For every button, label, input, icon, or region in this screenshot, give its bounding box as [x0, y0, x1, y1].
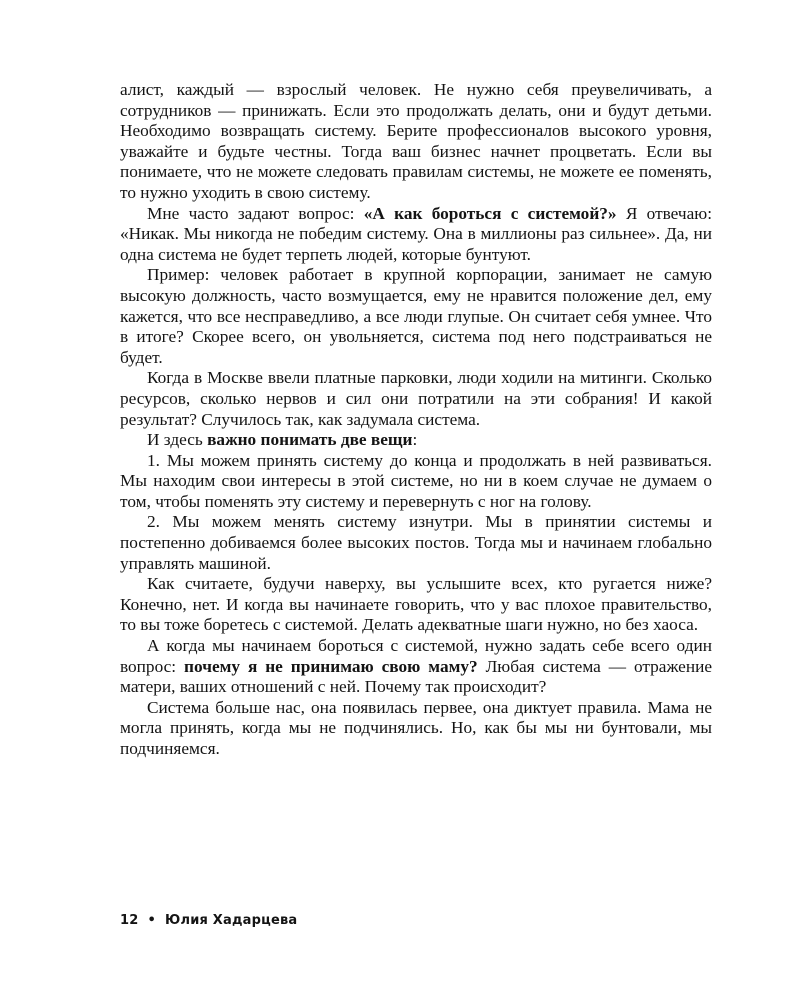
text-run: 1. Мы можем принять систему до конца и продолжать в ней развиваться. Мы находим свои интересы в этой системе, но ни в коем случае не думаем о том, чтобы поменять эту систему и перевернуть с ног на голову. — [120, 450, 712, 511]
text-run: Система больше нас, она появилась первее, она диктует правила. Мама не могла принять, когда мы не подчинялись. Но, как бы мы ни бунтовали, мы подчиняемся. — [120, 697, 712, 758]
paragraph — [120, 265, 712, 368]
paragraph — [120, 574, 712, 636]
footer-separator: • — [147, 913, 157, 928]
text-run: Мне часто задают вопрос: — [147, 203, 364, 223]
author-name: Юлия Хадарцева — [165, 913, 298, 928]
text-run: алист, каждый — взрослый человек. Не нужно себя преувеличивать, а сотрудников — принижать. Если это продолжать делать, они и будут детьми. Необходимо возвращать систему. Берите профессионалов высокого уровня, уважайте и будьте честны. Тогда ваш бизнес начнет процветать. Если вы понимаете, что не можете следовать правилам системы, не можете ее поменять, то нужно уходить в свою систему. — [120, 80, 712, 202]
page-body — [120, 80, 712, 760]
bold-phrase: важно понимать две вещи — [207, 430, 413, 450]
text-run: Когда в Москве ввели платные парковки, люди ходили на митинги. Сколько ресурсов, сколько нервов и сил они потратили на эти собрания! И какой результат? Случилось так, как задумала система. — [120, 368, 712, 429]
paragraph — [120, 512, 712, 574]
text-run: Любая система — отражение матери, ваших отношений с ней. Почему так происходит? — [120, 656, 712, 697]
paragraph — [120, 430, 712, 451]
text-run: Я отвечаю: «Никак. Мы никогда не победим систему. Она в миллионы раз сильнее». Да, ни одна система не будет терпеть людей, которые бунтуют. — [120, 203, 712, 264]
paragraph — [120, 451, 712, 513]
paragraph — [120, 636, 712, 698]
text-run: Пример: человек работает в крупной корпорации, занимает не самую высокую должность, часто возмущается, ему не нравится положение дел, ему кажется, что все несправедливо, а все люди глупые. Он считает себя умнее. Что в итоге? Скорее всего, он увольняется, система под него подстраиваться не будет. — [120, 265, 712, 367]
paragraph — [120, 80, 712, 204]
text-run: А когда мы начинаем бороться с системой, нужно задать себе всего один вопрос: — [120, 636, 712, 676]
text-run: И здесь — [147, 430, 208, 450]
page-footer — [120, 913, 297, 928]
text-run: : — [412, 430, 418, 450]
paragraph — [120, 698, 712, 760]
page-number: 12 — [120, 913, 139, 928]
bold-question: почему я не принимаю свою маму? — [184, 656, 478, 676]
paragraph — [120, 368, 712, 430]
text-run: Как считаете, будучи наверху, вы услышите всех, кто ругается ниже? Конечно, нет. И когда вы начинаете говорить, что у вас плохое правительство, то вы тоже боретесь с системой. Делать адекватные шаги нужно, но без хаоса. — [120, 574, 712, 635]
text-run: 2. Мы можем менять систему изнутри. Мы в принятии системы и постепенно добиваемся более высоких постов. Тогда мы и начинаем глобально управлять машиной. — [120, 512, 712, 573]
bold-question: «А как бороться с системой?» — [363, 203, 617, 223]
paragraph — [120, 204, 712, 266]
